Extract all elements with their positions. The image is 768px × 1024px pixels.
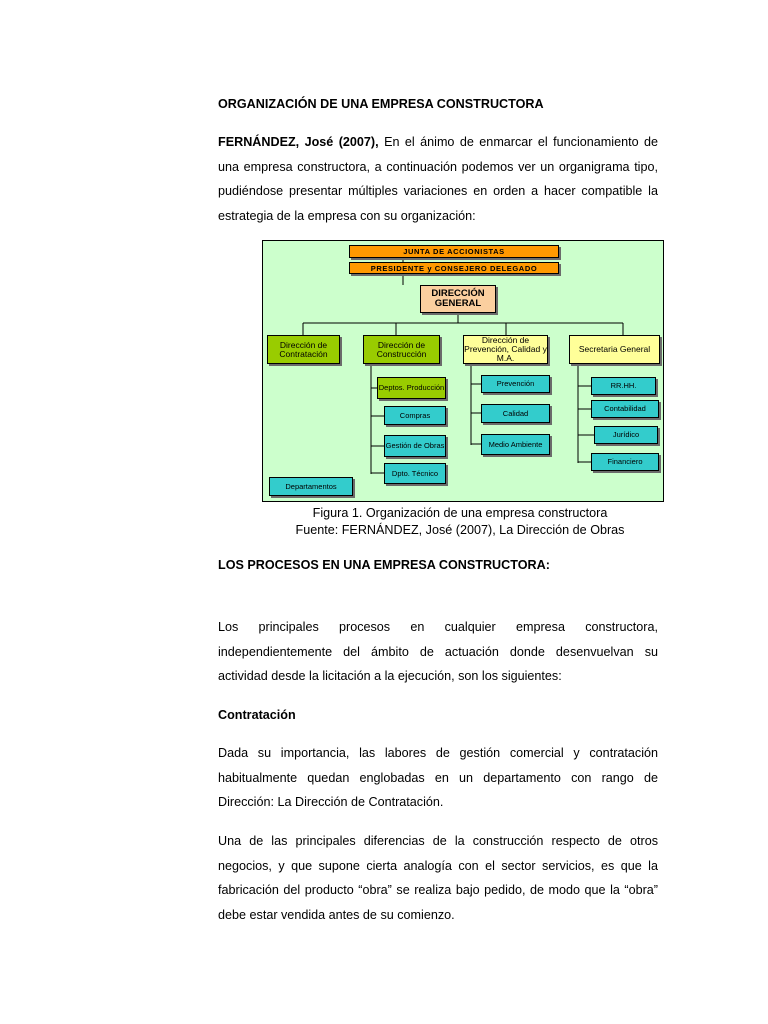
paragraph-contratacion-2: Una de las principales diferencias de la construcción respecto de otros negocios, y que supone cierta analogía con el sector servicios, es que la fabricación del producto “obra” se realiza bajo pedido, de modo que la “obra” debe estar vendida antes de su comienzo. — [218, 834, 658, 922]
org-medio-ambiente: Medio Ambiente — [481, 434, 550, 455]
org-financiero: Financiero — [591, 453, 659, 471]
org-contabilidad: Contabilidad — [591, 400, 659, 418]
figure-caption — [262, 505, 658, 539]
org-junta-accionistas: JUNTA DE ACCIONISTAS — [349, 245, 559, 258]
caption-line-1: Figura 1. Organización de una empresa constructora — [312, 506, 608, 520]
document-title: ORGANIZACIÓN DE UNA EMPRESA CONSTRUCTORA — [218, 97, 544, 111]
org-departamentos: Departamentos — [269, 477, 353, 496]
paragraph-procesos: Los principales procesos en cualquier empresa constructora, independientemente del ámbito de actuación donde desenvuelvan su actividad desde la licitación a la ejecución, son los siguientes: — [218, 620, 658, 683]
intro-text: En el ánimo de enmarcar el funcionamiento de una empresa constructora, a continuación podemos ver un organigrama tipo, pudiéndose presentar múltiples variaciones en orden a hacer compatible la estrategia de la empresa con su organización: — [218, 135, 659, 223]
subheading-contratacion: Contratación — [218, 708, 296, 722]
org-dir-prevencion: Dirección de Prevención, Calidad y M.A. — [464, 335, 547, 363]
org-dir-contratacion: Dirección de Contratación — [267, 335, 340, 364]
org-deptos-produccion: Deptos. Producción — [377, 377, 446, 399]
paragraph-contratacion-1: Dada su importancia, las labores de gestión comercial y contratación habitualmente quedan englobadas en un departamento con rango de Dirección: La Dirección de Contratación. — [218, 746, 658, 809]
intro-author: FERNÁNDEZ, José (2007), — [218, 135, 379, 149]
org-chart — [262, 240, 664, 502]
org-presidente: PRESIDENTE y CONSEJERO DELEGADO — [349, 262, 559, 274]
intro-paragraph — [218, 130, 658, 228]
section-heading-procesos: LOS PROCESOS EN UNA EMPRESA CONSTRUCTORA: — [218, 558, 550, 572]
org-dpto-tecnico: Dpto. Técnico — [384, 463, 446, 484]
org-gestion-obras: Gestión de Obras — [384, 435, 446, 457]
org-compras: Compras — [384, 406, 446, 425]
org-calidad: Calidad — [481, 404, 550, 423]
org-prevencion: Prevención — [481, 375, 550, 393]
org-secretaria-general: Secretaria General — [569, 335, 660, 364]
org-juridico: Jurídico — [594, 426, 658, 444]
caption-line-2: Fuente: FERNÁNDEZ, José (2007), La Dirección de Obras — [295, 523, 625, 537]
org-direccion-general: DIRECCIÓN GENERAL — [420, 285, 496, 313]
org-dir-construccion: Dirección de Construcción — [363, 335, 440, 364]
org-rrhh: RR.HH. — [591, 377, 656, 395]
